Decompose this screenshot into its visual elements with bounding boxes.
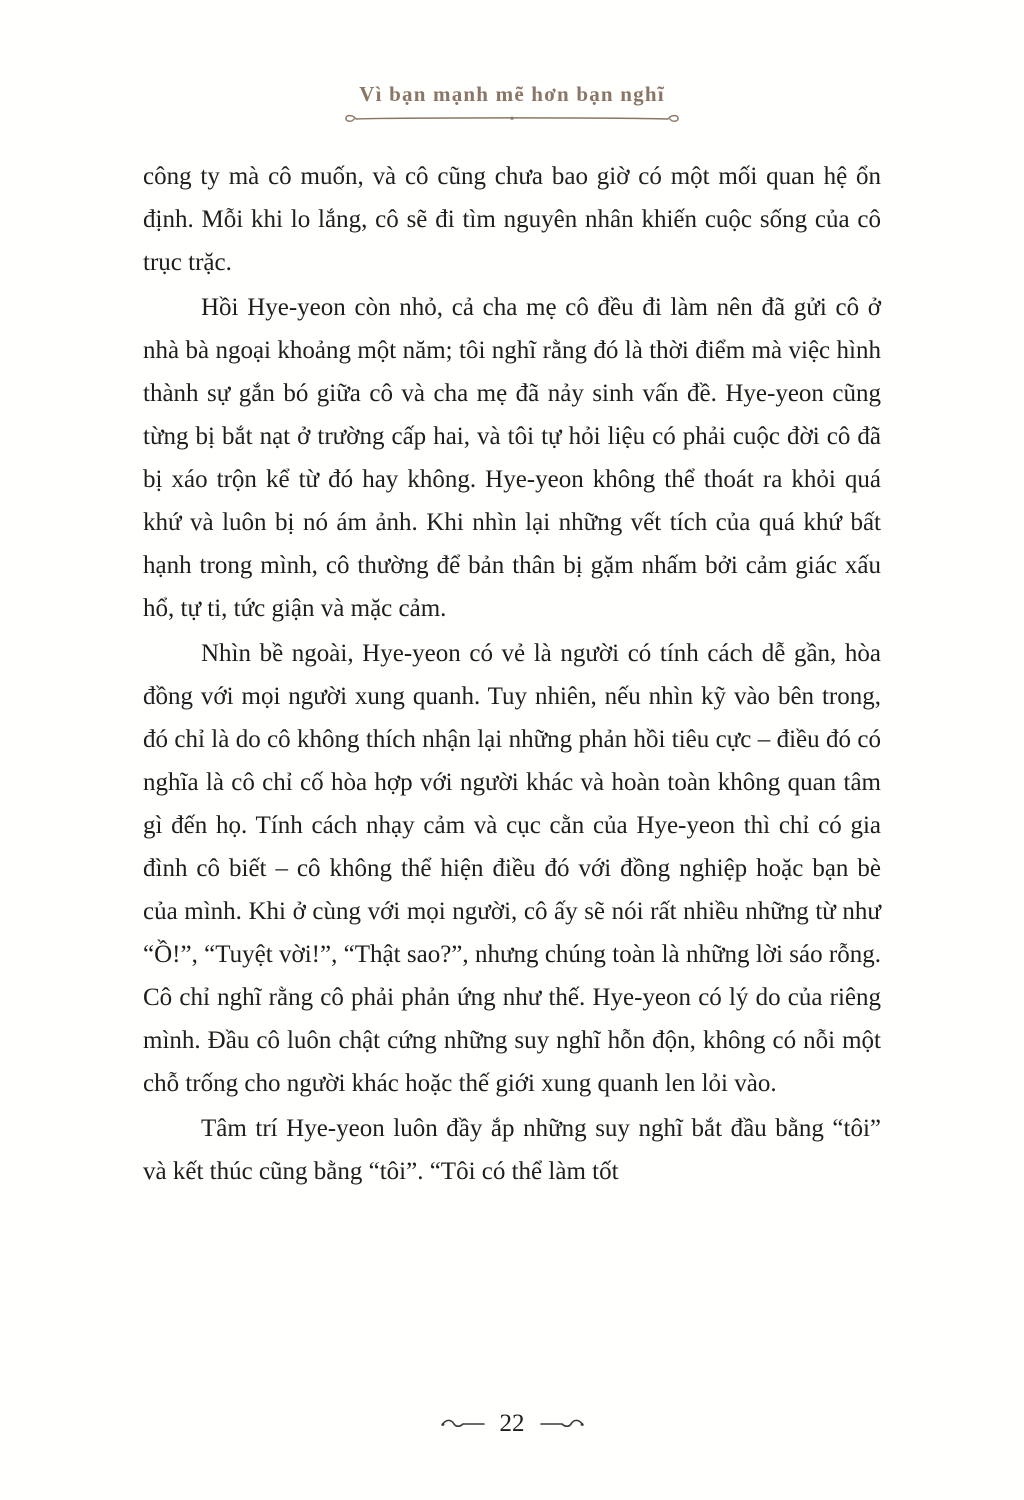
footer-right-flourish-icon bbox=[539, 1415, 585, 1433]
page-footer bbox=[0, 1410, 1024, 1438]
body-text bbox=[143, 155, 881, 1193]
running-head-title: Vì bạn mạnh mẽ hơn bạn nghĩ bbox=[359, 82, 665, 106]
body-paragraph: Hồi Hye-yeon còn nhỏ, cả cha mẹ cô đều đi làm nên đã gửi cô ở nhà bà ngoại khoảng một năm; tôi nghĩ rằng đó là thời điểm mà việc hình thành sự gắn bó giữa cô và cha mẹ đã nảy sinh vấn đề. Hye-yeon cũng từng bị bắt nạt ở trường cấp hai, và tôi tự hỏi liệu có phải cuộc đời cô đã bị xáo trộn kể từ đó hay không. Hye-yeon không thể thoát ra khỏi quá khứ và luôn bị nó ám ảnh. Khi nhìn lại những vết tích của quá khứ bất hạnh trong mình, cô thường để bản thân bị gặm nhấm bởi cảm giác xấu hổ, tự ti, tức giận và mặc cảm. bbox=[143, 294, 881, 622]
body-paragraph: Tâm trí Hye-yeon luôn đầy ắp những suy nghĩ bắt đầu bằng “tôi” và kết thúc cũng bằng “tôi”. “Tôi có thể làm tốt bbox=[143, 1115, 881, 1185]
body-paragraph: Nhìn bề ngoài, Hye-yeon có vẻ là người có tính cách dễ gần, hòa đồng với mọi người xung quanh. Tuy nhiên, nếu nhìn kỹ vào bên trong, đó chỉ là do cô không thích nhận lại những phản hồi tiêu cực – điều đó có nghĩa là cô chỉ cố hòa hợp với người khác và hoàn toàn không quan tâm gì đến họ. Tính cách nhạy cảm và cục cằn của Hye-yeon thì chỉ có gia đình cô biết – cô không thể hiện điều đó với đồng nghiệp hoặc bạn bè của mình. Khi ở cùng với mọi người, cô ấy sẽ nói rất nhiều những từ như “Ồ!”, “Tuyệt vời!”, “Thật sao?”, nhưng chúng toàn là những lời sáo rỗng. Cô chỉ nghĩ rằng cô phải phản ứng như thế. Hye-yeon có lý do của riêng mình. Đầu cô luôn chật cứng những suy nghĩ hỗn độn, không có nỗi một chỗ trống cho người khác hoặc thế giới xung quanh len lỏi vào. bbox=[143, 640, 881, 1097]
page-header bbox=[0, 0, 1024, 127]
header-flourish-ornament bbox=[342, 111, 682, 127]
page-number: 22 bbox=[499, 1410, 525, 1437]
body-paragraph: công ty mà cô muốn, và cô cũng chưa bao giờ có một mối quan hệ ổn định. Mỗi khi lo lắng, cô sẽ đi tìm nguyên nhân khiến cuộc sống của cô trục trặc. bbox=[143, 163, 881, 276]
footer-left-flourish-icon bbox=[440, 1415, 486, 1433]
